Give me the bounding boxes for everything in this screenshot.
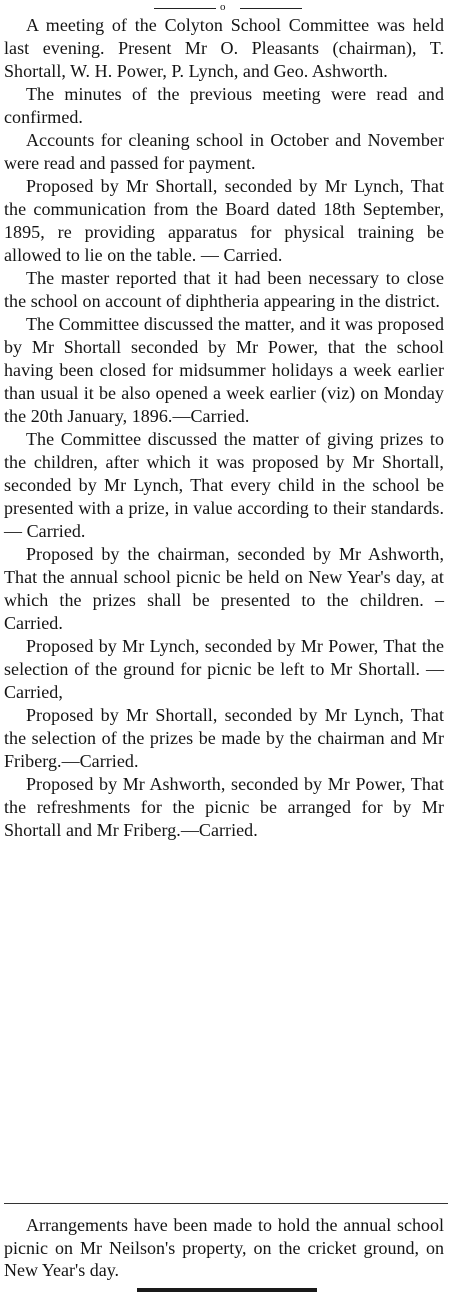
paragraph-picnic-ground: Proposed by Mr Lynch, seconded by Mr Power, That the selection of the ground for picnic be left to Mr Shortall. —Carried,	[4, 636, 444, 702]
paragraph-reopening: The Committee discussed the matter, and it was proposed by Mr Shortall seconded by Mr Power, that the school having been closed for midsummer holidays a week earlier than usual it be also opened a week earlier (viz) on Monday the 20th January, 1896.—Carried.	[4, 314, 444, 426]
school-committee-report	[4, 14, 444, 842]
rule-line-right	[240, 8, 302, 9]
paragraph-diphtheria: The master reported that it had been necessary to close the school on account of diphtheria appearing in the district.	[4, 268, 444, 311]
paragraph-minutes: The minutes of the previous meeting were read and confirmed.	[4, 84, 444, 127]
rule-ornament: o	[220, 1, 226, 13]
paragraph-physical-training: Proposed by Mr Shortall, seconded by Mr Lynch, That the communication from the Board dated 18th September, 1895, re providing apparatus for physical training be allowed to lie on the table. — Carried.	[4, 176, 444, 265]
paragraph-picnic-date: Proposed by the chairman, seconded by Mr Ashworth, That the annual school picnic be held on New Year's day, at which the prizes shall be presented to the children. – Carried.	[4, 544, 444, 633]
rule-line-left	[154, 8, 216, 9]
paragraph-prizes: The Committee discussed the matter of giving prizes to the children, after which it was proposed by Mr Shortall, seconded by Mr Lynch, That every child in the school be presented with a prize, in value according to their standards.— Carried.	[4, 429, 444, 541]
bottom-heavy-rule	[137, 1288, 317, 1292]
paragraph-refreshments: Proposed by Mr Ashworth, seconded by Mr Power, That the refreshments for the picnic be arranged for by Mr Shortall and Mr Friberg.—Carried.	[4, 774, 444, 840]
paragraph-meeting-attendance: A meeting of the Colyton School Committee was held last evening. Present Mr O. Pleasants (chairman), T. Shortall, W. H. Power, P. Lynch, and Geo. Ashworth.	[4, 15, 444, 81]
paragraph-picnic-arrangements: Arrangements have been made to hold the annual school picnic on Mr Neilson's property, on the cricket ground, on New Year's day.	[4, 1215, 444, 1280]
paragraph-prize-selection: Proposed by Mr Shortall, seconded by Mr Lynch, That the selection of the prizes be made by the chairman and Mr Friberg.—Carried.	[4, 705, 444, 771]
article-divider	[4, 1203, 448, 1204]
paragraph-accounts: Accounts for cleaning school in October and November were read and passed for payment.	[4, 130, 444, 173]
picnic-announcement	[4, 1214, 444, 1282]
top-ornamental-rule	[154, 1, 302, 13]
